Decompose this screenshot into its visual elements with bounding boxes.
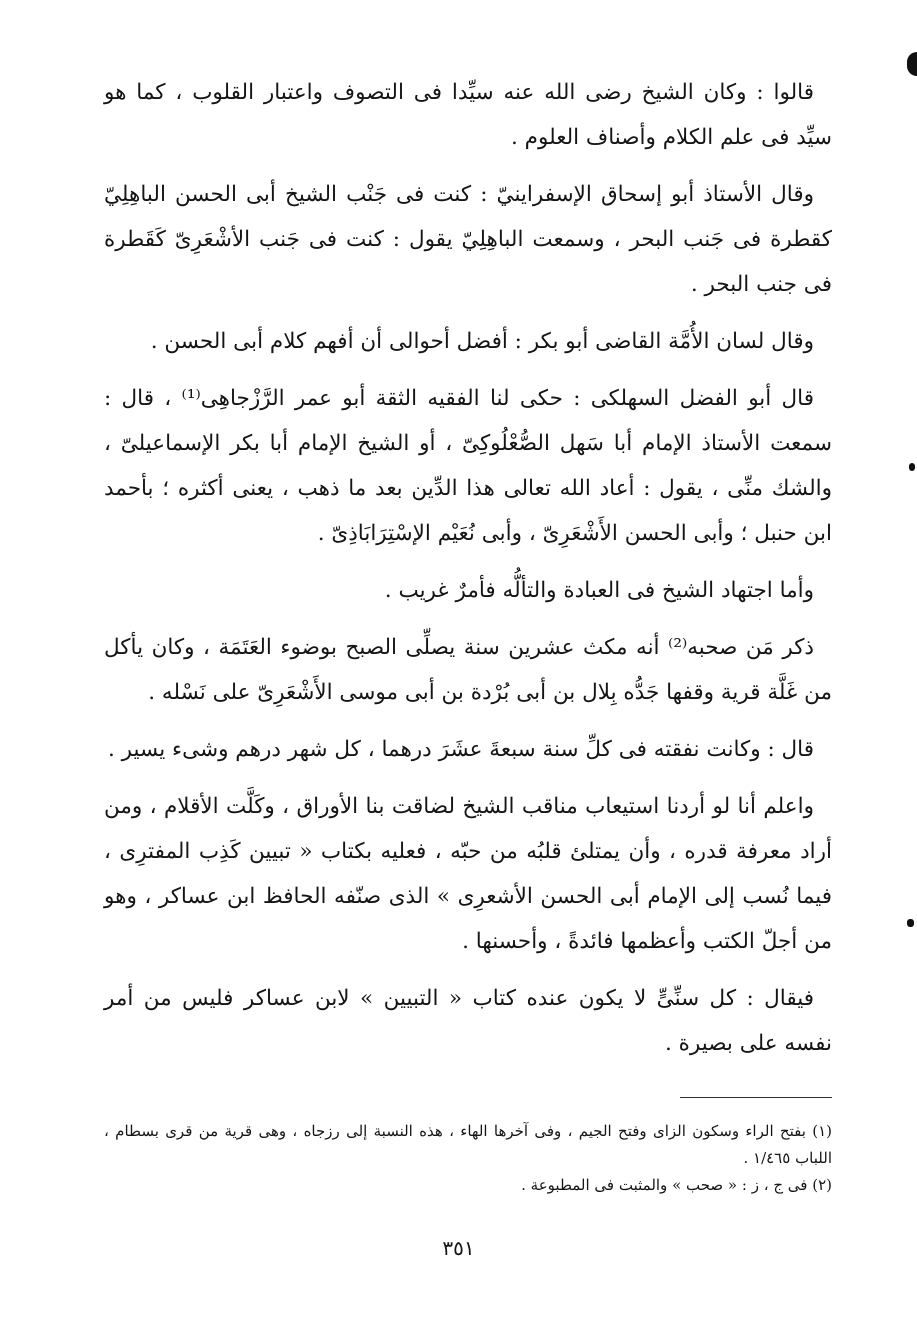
footnote-separator	[680, 1097, 832, 1098]
paragraph-1: قالوا : وكان الشيخ رضى الله عنه سيِّدا فى التصوف واعتبار القلوب ، كما هو سيِّد فى علم الكلام وأصناف العلوم .	[104, 80, 832, 150]
margin-mark-middle	[909, 463, 915, 471]
paragraph-7: قال : وكانت نفقته فى كلِّ سنة سبعةَ عشَرَ درهما ، كل شهر درهم وشىء يسير .	[108, 737, 814, 762]
footnotes	[104, 1118, 832, 1199]
paragraph-2: وقال الأستاذ أبو إسحاق الإسفراينيّ : كنت فى جَنْب الشيخ أبى الحسن الباهِلِيّ كقطرة فى جَنب البحر ، وسمعت الباهِلِيّ يقول : كنت فى جَنب الأشْعَرِىّ كَقَطرة فى جنب البحر .	[104, 182, 832, 297]
page-number: ٣٥١	[442, 1236, 475, 1260]
paragraph-6: ذكر مَن صحبه⁽²⁾ أنه مكث عشرين سنة يصلِّى الصبح بوضوء العَتَمَة ، وكان يأكل من غَلَّة قرية وقفها جَدُّه بِلال بن أبى بُرْدة بن أبى موسى الأَشْعَرِىّ على نَسْله .	[104, 635, 832, 705]
paragraph-4: قال أبو الفضل السهلكى : حكى لنا الفقيه الثقة أبو عمر الرَّزْجاهِى⁽¹⁾ ، قال : سمعت الأستاذ الإمام أبا سَهل الصُّعْلُوكِىّ ، أو الشيخ الإمام أبا بكر الإسماعيلىّ ، والشك منِّى ، يقول : أعاد الله تعالى هذا الدِّين بعد ما ذهب ، يعنى أكثره ؛ بأحمد ابن حنبل ؛ وأبى الحسن الأَشْعَرِىّ ، وأبى نُعَيْم الإسْتِرَابَاذِىّ .	[104, 386, 832, 546]
margin-mark-top	[907, 52, 917, 76]
footnote-1: (١) بفتح الراء وسكون الزاى وفتح الجيم ، وفى آخرها الهاء ، هذه النسبة إلى رزجاه ، وهى قرية من قرى بسطام ، اللباب ١/٤٦٥ .	[104, 1122, 832, 1167]
paragraph-9: فيقال : كل سنِّىٍّ لا يكون عنده كتاب « التبيين » لابن عساكر فليس من أمر نفسه على بصيرة .	[104, 986, 832, 1056]
paragraph-5: وأما اجتهاد الشيخ فى العبادة والتألُّه فأمرٌ غريب .	[384, 578, 814, 603]
paragraph-3: وقال لسان الأُمَّة القاضى أبو بكر : أفضل أحوالى أن أفهم كلام أبى الحسن .	[150, 329, 814, 354]
margin-mark-lower	[907, 919, 914, 927]
main-text	[104, 70, 832, 1078]
footnote-2: (٢) فى ج ، ز : « صحب » والمثبت فى المطبوعة .	[521, 1176, 832, 1194]
paragraph-8: واعلم أنا لو أردنا استيعاب مناقب الشيخ لضاقت بنا الأوراق ، وكَلَّت الأقلام ، ومن أراد معرفة قدره ، وأن يمتلئ قلبُه من حبّه ، فعليه بكتاب « تبيين كَذِب المفترِى ، فيما نُسب إلى الإمام أبى الحسن الأشعرِى » الذى صنّفه الحافظ ابن عساكر ، وهو من أجلّ الكتب وأعظمها فائدةً ، وأحسنها .	[104, 794, 832, 954]
